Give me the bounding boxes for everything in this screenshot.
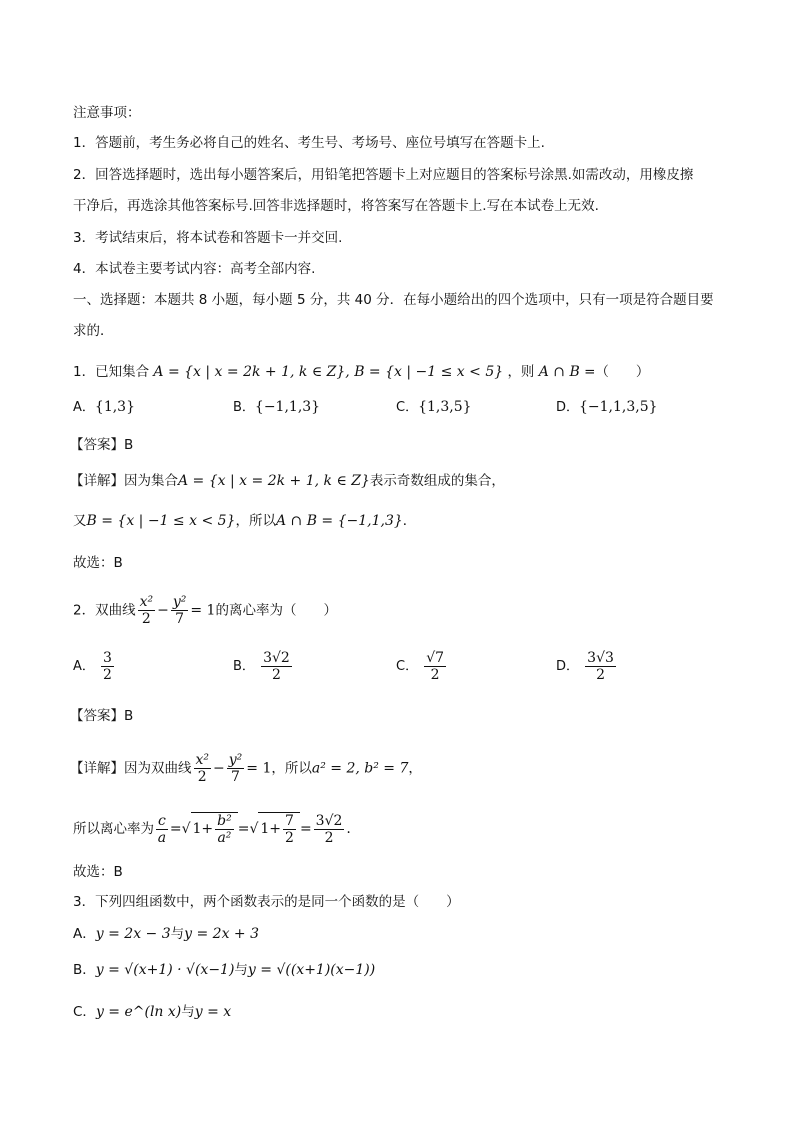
note-item-3: 3．考试结束后，将本试卷和答题卡一并交回. [73, 230, 343, 246]
q2-frac-y: $\frac{\text{y²}}{7}$ [172, 594, 187, 627]
q3-option-b-mid: 与 [234, 962, 248, 978]
q3-option-c [73, 1002, 231, 1022]
q2-option-a-label: A． [73, 659, 95, 674]
q1-option-a-label: A． [73, 400, 95, 415]
q2-detail-label: 【详解】 [70, 760, 124, 777]
q1-option-c-value: {1,3,5} [418, 399, 472, 415]
q2-frac-x: $\frac{\text{x²}}{2}$ [139, 594, 154, 627]
q2-option-b-num: 3√2 [263, 650, 290, 666]
q1-stem [73, 362, 649, 382]
q2-option-c [396, 650, 448, 683]
q3-option-c-math2: y = x [194, 1004, 232, 1020]
q2-detail-text-b: ，所以 [271, 760, 312, 777]
q3-option-b-label: B． [73, 962, 96, 978]
q1-detail2-math2: A ∩ B = {−1,1,3} [275, 513, 403, 529]
q1-option-b [233, 397, 320, 418]
q2-option-d-num: 3√3 [587, 650, 614, 666]
q2-option-c-den: 2 [430, 667, 440, 683]
q1-detail2-text-a: 又 [73, 513, 87, 529]
q1-detail2-text-b: ，所以 [235, 513, 276, 529]
q3-option-c-mid: 与 [181, 1004, 195, 1020]
q3-option-a-math1: y = 2x − 3 [95, 926, 171, 942]
q3-option-b [73, 960, 375, 980]
q1-detail-2 [73, 511, 416, 531]
section-heading: 一、选择题：本题共 8 小题，每小题 5 分，共 40 分．在每小题给出的四个选项中，只有一项是符合题目要 [73, 292, 714, 308]
q1-option-b-value: {−1,1,3} [254, 399, 321, 415]
q2-option-c-label: C． [396, 659, 419, 674]
q2-detail-text-a: 因为双曲线 [124, 760, 192, 777]
q2-option-d-den: 2 [596, 667, 605, 683]
q3-option-c-math1: y = e^(ln x) [95, 1004, 182, 1020]
q2-detail-1: 【详解】因为双曲线 $\frac{\text{x²}}{2}$ − $\frac{\text{y²}}{7}$ = 1，所以a² = 2, b² = 7， [70, 752, 422, 785]
q1-option-c-label: C． [396, 400, 419, 415]
q2-tail: 的离心率为（ ） [215, 602, 337, 619]
q1-option-d [556, 397, 658, 418]
q1-option-b-label: B． [233, 400, 255, 415]
q2-option-a-num: 3 [103, 650, 112, 666]
q3-option-a-mid: 与 [170, 926, 185, 942]
q2-final: 故选：B [73, 864, 123, 880]
notes-heading: 注意事项： [73, 105, 141, 121]
q1-option-d-label: D． [556, 400, 580, 415]
q1-option-a-value: {1,3} [94, 399, 135, 415]
section-heading-cont: 求的． [73, 323, 114, 339]
q2-detail-text-c: ， [408, 760, 422, 777]
q2-detail-math: a² = 2, b² = 7 [311, 760, 409, 777]
q2-option-b-label: B． [233, 659, 255, 674]
q2-option-a [73, 650, 116, 683]
q1-prefix: 1．已知集合 [73, 364, 150, 380]
q2-stem: 2．双曲线 $\frac{\text{x²}}{2}$ − $\frac{\text{y²}}{7}$ = 1的离心率为（ ） [73, 594, 337, 627]
q1-detail2-text-c: ． [402, 513, 417, 529]
q2-detail-2: 所以离心率为 $\frac{c}{a}$ =√ 1+ $\frac{\text{b²}}{\text{a²}}$ =√ 1+ $\frac{7}{2}$ = $\frac{3√2}{2}$ . [73, 812, 351, 846]
q3-option-b-math1: y = √(x+1) · √(x−1) [95, 962, 235, 978]
q1-detail2-math: B = {x | −1 ≤ x < 5} [86, 513, 236, 529]
q1-detail-1 [70, 471, 505, 491]
q1-mid: ，则 [507, 364, 535, 380]
q2-option-d [556, 650, 618, 683]
q1-option-c [396, 397, 472, 418]
q3-option-b-math2: y = √((x+1)(x−1)) [247, 962, 376, 978]
q3-option-a-math2: y = 2x + 3 [184, 926, 260, 942]
q3-option-a-label: A． [73, 926, 96, 942]
q2-detail2-text: 所以离心率为 [73, 821, 154, 837]
q3-stem: 3．下列四组函数中，两个函数表示的是同一个函数的是（ ） [73, 894, 460, 910]
q2-option-a-den: 2 [103, 667, 112, 683]
q1-final: 故选：B [73, 555, 123, 571]
q2-option-b-den: 2 [271, 667, 281, 683]
q1-answer: 【答案】B [70, 437, 134, 453]
q1-detail-math: A = {x | x = 2k + 1, k ∈ Z} [178, 473, 370, 489]
q1-option-a [73, 397, 135, 418]
note-item-4: 4．本试卷主要考试内容：高考全部内容. [73, 261, 316, 277]
q1-sets: A = {x | x = 2k + 1, k ∈ Z}, B = {x | −1 ≤ x < 5} [153, 364, 504, 380]
note-item-2-cont: 干净后，再选涂其他答案标号.回答非选择题时，将答案写在答题卡上.写在本试卷上无效. [73, 198, 599, 214]
q1-detail-text-b: 表示奇数组成的集合， [369, 473, 505, 489]
q3-option-a [73, 924, 259, 944]
q2-prefix: 2．双曲线 [73, 602, 136, 619]
q2-option-b [233, 650, 294, 683]
q2-option-c-num: √7 [426, 650, 445, 666]
q1-option-d-value: {−1,1,3,5} [579, 399, 658, 415]
q2-answer: 【答案】B [70, 708, 134, 724]
q1-detail-text-a: 因为集合 [124, 473, 178, 489]
q1-expr: A ∩ B [538, 364, 580, 380]
q1-tail: =（ ） [584, 364, 650, 380]
q3-option-c-label: C． [73, 1004, 96, 1020]
note-item-2: 2．回答选择题时，选出每小题答案后，用铅笔把答题卡上对应题目的答案标号涂黑.如需改动，用橡皮擦 [73, 167, 694, 183]
note-item-1: 1．答题前，考生务必将自己的姓名、考生号、考场号、座位号填写在答题卡上. [73, 135, 545, 151]
q1-detail-label: 【详解】 [70, 473, 124, 489]
q2-option-d-label: D． [556, 659, 580, 674]
